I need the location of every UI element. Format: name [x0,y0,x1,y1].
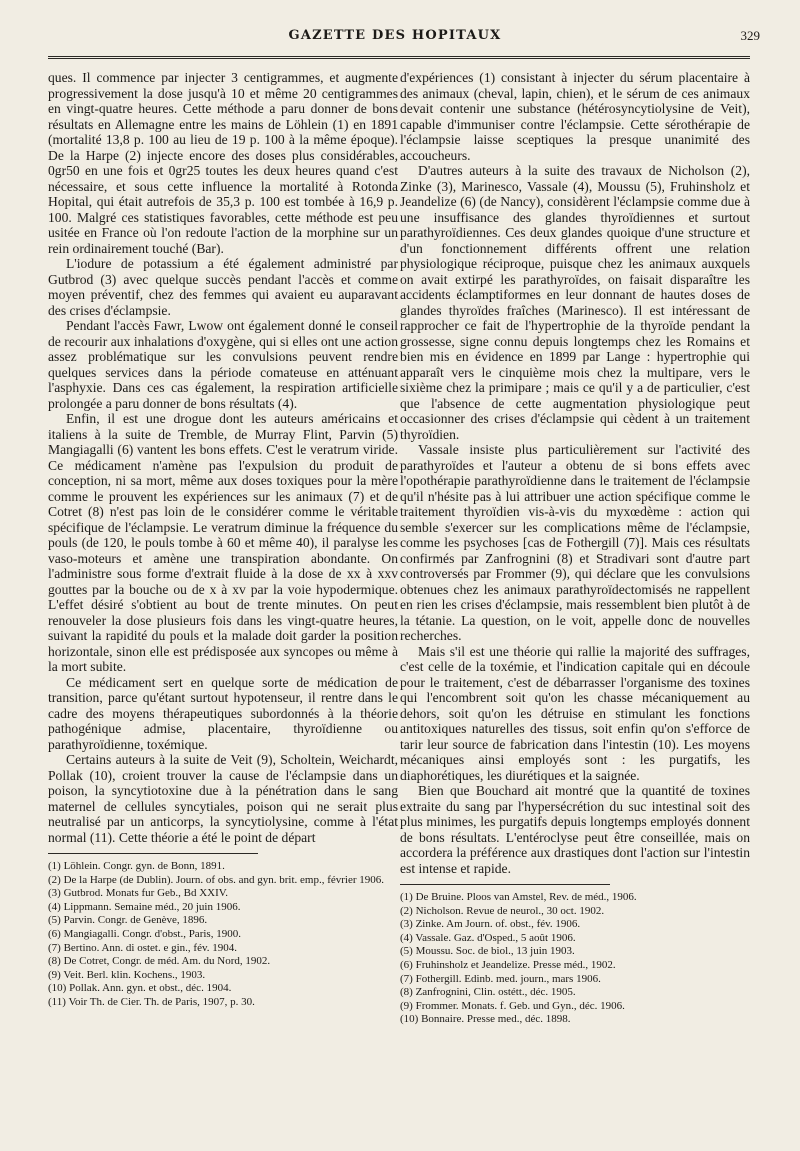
paragraph: Certains auteurs à la suite de Veit (9), Scholtein, Weichardt, Pollak (10), croient trouver la cause de l'éclampsie dans un poison, la syncytiotoxine due à la pénétration dans le sang maternel de cellules syncytiales, poison qui ne serait plus neutralisé par un anticorps, la syncytiolysine, comme à l'état normal (11). Cette théorie a été le point de départ [48,752,398,845]
footnote: (8) De Cotret, Congr. de méd. Am. du Nord, 1902. [48,955,271,968]
footnote: (6) Mangiagalli. Congr. d'obst., Paris, 1900. [48,927,241,940]
paragraph: ques. Il commence par injecter 3 centigrammes, et augmente progressivement la dose jusqu'à 10 et même 20 centigrammes en vingt-quatre heures. Cette méthode a paru donner de bons résultats en Allemagne entre les mains de Löhlein (1) en 1891 (mortalité 13,8 p. 100 au lieu de 19 p. 100 à la même époque). De la Harpe (2) injecte encore des doses plus considérables, 0gr50 en une fois et 0gr25 toutes les deux heures quand c'est nécessaire, et sous cette influence la mortalité à Rotonda Hopital, qui était autrefois de 35,3 p. 100 est tombée à 16,9 p. 100. Malgré ces statistiques favorables, cette méthode est peu usitée en France où l'on redoute l'action de la morphine sur un rein ordinairement touché (Bar). [48,70,398,256]
footnote: (3) Zinke. Am Journ. of. obst., fév. 1906. [400,918,581,931]
footnote: (7) Bertino. Ann. di ostet. e gin., fév. 1904. [48,941,238,954]
footnote: (4) Lippmann. Semaine méd., 20 juin 1906. [48,900,241,913]
footnote: (2) De la Harpe (de Dublin). Journ. of obs. and gyn. brit. emp., février 1906. [48,873,385,886]
footnote: (4) Vassale. Gaz. d'Osped., 5 août 1906. [400,931,576,944]
paragraph: Pendant l'accès Fawr, Lwow ont également donné le conseil de recourir aux inhalations d'oxygène, qui si elles ont une action assez problématique sur les convulsions peuvent rendre quelques services dans la période comateuse en atténuant l'asphyxie. Dans ces cas également, la respiration artificielle prolongée a paru donner de bons résultats (4). [48,318,398,411]
footnotes-right [400,891,750,1027]
paragraph: L'iodure de potassium a été également administré par Gutbrod (3) avec quelque succès pendant l'accès et comme moyen préventif, chez des femmes qui avaient eu auparavant des crises d'éclampsie. [48,256,398,318]
right-column [400,70,750,1027]
paragraph: Bien que Bouchard ait montré que la quantité de toxines extraite du sang par l'hypersécrétion du suc intestinal soit des plus minimes, les purgatifs depuis longtemps employés donnent de bons résultats. L'entéroclyse peut être conseillée, mais on accordera la préférence aux drastiques dont l'action sur l'intestin est intense et rapide. [400,783,750,876]
footnote: (5) Moussu. Soc. de biol., 13 juin 1903. [400,945,575,958]
paragraph: D'autres auteurs à la suite des travaux de Nicholson (2), Zinke (3), Marinesco, Vassale (4), Moussu (5), Fruhinsholz et Jeandelize (6) (de Nancy), considèrent l'éclampsie comme due à une insuffisance des glandes thyroïdiennes et surtout parathyroïdiennes. Ces deux glandes quoique d'une structure et d'un fonctionnement différents offrent une relation physiologique réciproque, puisque chez les animaux auxquels on avait extirpé les parathyroïdes, on faisait disparaître les accidents éclamptiformes en leur donnant de hautes doses de glandes thyroïdes fraîches (Marinesco). Il est intéressant de rapprocher ce fait de l'hypertrophie de la thyroïde pendant la grossesse, signe connu depuis longtemps chez les Romains et bien mis en évidence en 1899 par Lange : hypertrophie qui apparaît vers le cinquième mois chez la multipare, vers le sixième chez la primipare ; mais ce qu'il y a de particulier, c'est que l'absence de cette augmentation physiologique peut occasionner des crises d'éclampsie qui cèdent à un traitement thyroïdien. [400,163,750,442]
page-header [30,26,760,48]
footnote: (5) Parvin. Congr. de Genève, 1896. [48,914,208,927]
footnotes-left [48,860,398,1010]
footnote-rule [48,853,258,854]
footnote: (9) Frommer. Monats. f. Geb. und Gyn., déc. 1906. [400,999,625,1012]
paragraph: Enfin, il est une drogue dont les auteurs américains et italiens à la suite de Tremble, de Murray Flint, Parvin (5) Mangiagalli (6) vantent les bons effets. C'est le veratrum viride. Ce médicament n'amène pas l'expulsion du produit de conception, ni sa mort, même aux doses toxiques pour la mère comme le prouvent les expériences sur les animaux (7) et de Cotret (8) n'est pas loin de le considérer comme le véritable spécifique de l'éclampsie. Le veratrum diminue la fréquence du pouls (de 120, le pouls tombe à 60 et même 40), il paralyse les vaso-moteurs et amène une transpiration abondante. On l'administre sous forme d'extrait fluide à la dose de xx à xxv gouttes par la bouche ou de x à xv par la voie hypodermique. L'effet désiré s'obtient au bout de trente minutes. On peut renouveler la dose plusieurs fois dans les vingt-quatre heures, suivant la rapidité du pouls et la malade doit garder la position horizontale, sinon elle est prédisposée aux syncopes ou même à la mort subite. [48,411,398,674]
footnote: (11) Voir Th. de Cier. Th. de Paris, 1907, p. 30. [48,995,255,1008]
footnote: (10) Bonnaire. Presse med., déc. 1898. [400,1013,571,1026]
footnote-rule [400,884,610,885]
header-rule [48,56,750,59]
footnote: (1) De Bruine. Ploos van Amstel, Rev. de méd., 1906. [400,891,637,903]
footnote: (8) Zanfrognini, Clin. ostétt., déc. 1905. [400,986,576,999]
footnote: (10) Pollak. Ann. gyn. et obst., déc. 1904. [48,982,232,995]
paragraph: Mais s'il est une théorie qui rallie la majorité des suffrages, c'est celle de la toxémie, et l'indication capitale qui en découle pour le traitement, c'est de débarrasser l'organisme des toxines qui l'encombrent soit qu'on les chasse mécaniquement au dehors, soit qu'on les détruise en stimulant les fonctions antitoxiques naturelles des tissus, soit enfin qu'on s'efforce de tarir leur source de fabrication dans l'intestin (10). Les moyens mécaniques ainsi employés sont : les purgatifs, les diaphorétiques, les diurétiques et la saignée. [400,643,750,783]
footnote: (1) Löhlein. Congr. gyn. de Bonn, 1891. [48,860,225,872]
page-number: 329 [740,28,760,43]
paragraph: Vassale insiste plus particulièrement sur l'activité des parathyroïdes et l'auteur a obtenu de si bons effets avec l'opothérapie parathyroïdienne dans le traitement de l'éclampsie qu'il n'hésite pas à lui attribuer une action spécifique comme le traitement thyroïdien vis-à-vis du myxœdème : action qui semble s'exercer sur les complications même de l'éclampsie, comme les psychoses [cas de Fothergill (7)]. Mais ces résultats confirmés par Zanfrognini (8) et Stradivari sont d'autre part controversés par Frommer (9), qui déclare que les convulsions obtenues chez les animaux parathyroïdectomisés ne rappellent en rien les crises d'éclampsie, mais ressemblent bien plutôt à de la tétanie. La question, on le voit, appelle donc de nouvelles recherches. [400,442,750,643]
footnote: (2) Nicholson. Revue de neurol., 30 oct. 1902. [400,904,605,917]
paragraph: d'expériences (1) consistant à injecter du sérum placentaire à des animaux (cheval, lapin, chien), et le sérum de ces animaux devait contenir une substance (hétérosyncytiolysine de Veit), capable d'immuniser contre l'éclampsie. Cette sérothérapie de l'éclampsie laisse sceptiques la presque unanimité des accoucheurs. [400,70,750,163]
footnote: (9) Veit. Berl. klin. Kochens., 1903. [48,968,206,981]
left-column [48,70,398,1010]
running-head: GAZETTE DES HOPITAUX [288,28,502,43]
footnote: (6) Fruhinsholz et Jeandelize. Presse méd., 1902. [400,958,616,971]
footnote: (3) Gutbrod. Monats fur Geb., Bd XXIV. [48,887,229,900]
footnote: (7) Fothergill. Edinb. med. journ., mars 1906. [400,972,601,985]
paragraph: Ce médicament sert en quelque sorte de médication de transition, parce qu'étant surtout hypotenseur, il rentre dans le cadre des moyens thérapeutiques subordonnés à la théorie pathogénique admise, placentaire, thyroïdienne ou parathyroïdienne, toxémique. [48,674,398,752]
